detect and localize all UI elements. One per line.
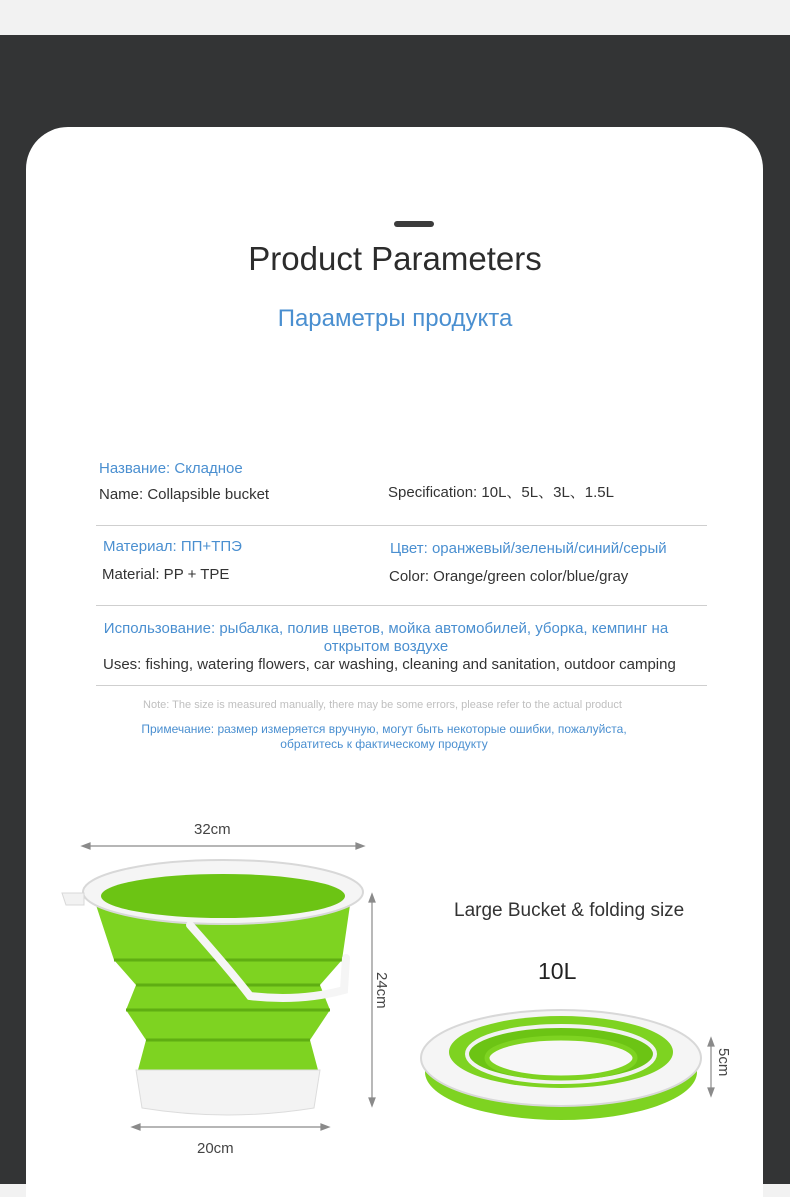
note-en: Note: The size is measured manually, there may be some errors, please refer to the actual product <box>143 699 622 711</box>
uses-ru: Использование: рыбалка, полив цветов, мойка автомобилей, уборка, кемпинг на открытом воздухе <box>103 620 669 655</box>
color-en: Color: Orange/green color/blue/gray <box>389 568 629 585</box>
folded-bucket-image <box>421 1010 701 1120</box>
color-ru: Цвет: оранжевый/зеленый/синий/серый <box>390 540 667 557</box>
bucket-body <box>62 860 363 1115</box>
top-width-label: 32cm <box>194 821 231 838</box>
folding-size-label: Large Bucket & folding size <box>454 900 685 921</box>
name-en: Name: Collapsible bucket <box>99 486 270 503</box>
name-ru: Название: Складное <box>99 460 243 477</box>
bottom-width-arrow <box>132 1124 329 1130</box>
uses-en: Uses: fishing, watering flowers, car washing, cleaning and sanitation, outdoor camping <box>103 656 676 673</box>
material-en: Material: PP + TPE <box>102 566 230 583</box>
page-title-ru: Параметры продукта <box>277 305 513 332</box>
page-title: Product Parameters <box>248 240 542 277</box>
height-label: 24cm <box>373 972 390 1009</box>
folded-height-arrow <box>708 1038 714 1096</box>
material-ru: Материал: ПП+ТПЭ <box>103 538 242 555</box>
folded-height-label: 5cm <box>715 1048 732 1077</box>
bottom-width-label: 20cm <box>197 1140 234 1157</box>
capacity-label: 10L <box>538 958 577 984</box>
spec-en: Specification: 10L、5L、3L、1.5L <box>388 484 614 501</box>
note-ru: Примечание: размер измеряется вручную, могут быть некоторые ошибки, пожалуйста, обратитесь к фактическому продукту <box>141 722 627 751</box>
top-width-arrow <box>82 843 364 849</box>
